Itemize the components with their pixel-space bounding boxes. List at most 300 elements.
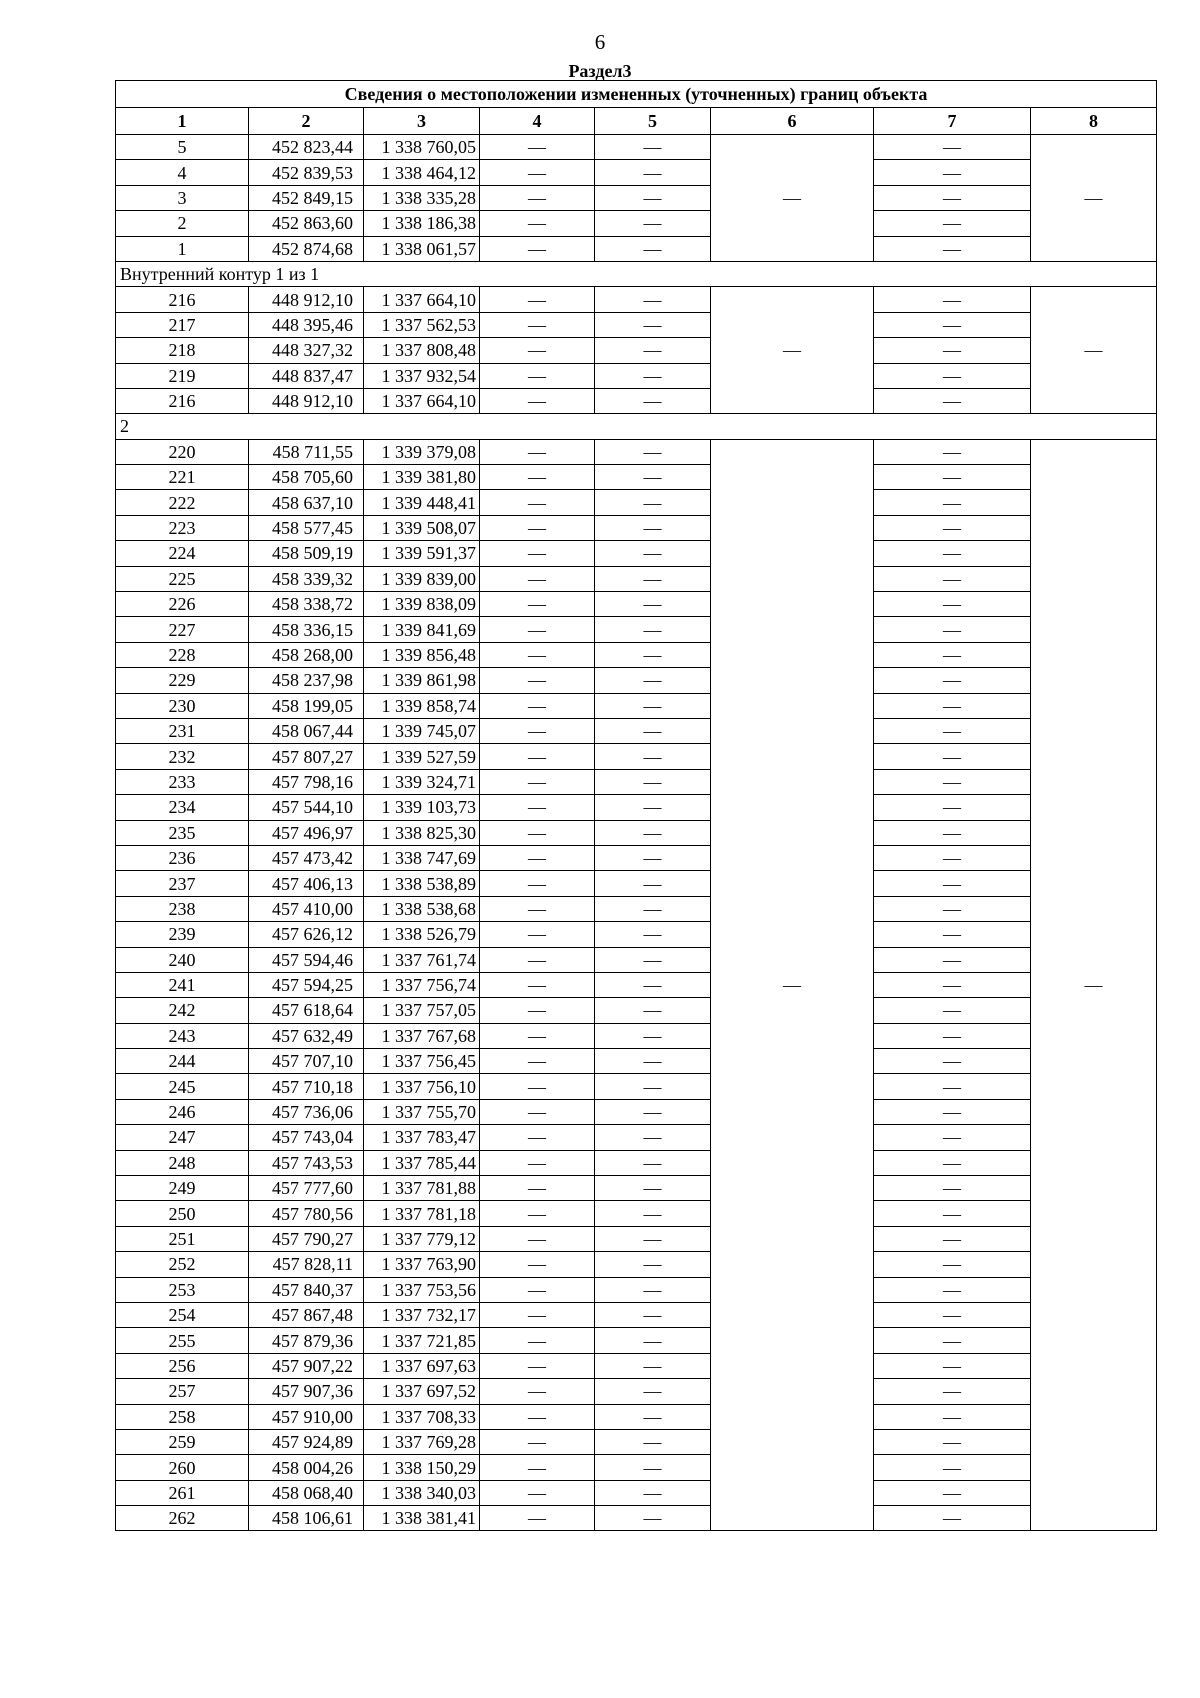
column-number: 2	[249, 108, 364, 135]
column-7-dash: —	[874, 820, 1031, 845]
table-row	[116, 236, 1157, 261]
column-5-dash: —	[595, 1150, 711, 1175]
column-4-dash: —	[480, 820, 595, 845]
coordinate-y: 1 339 508,07	[364, 515, 480, 540]
coordinate-x: 458 068,40	[249, 1480, 364, 1505]
table-row	[116, 947, 1157, 972]
column-7-dash: —	[874, 363, 1031, 388]
table-row	[116, 896, 1157, 921]
coordinate-x: 448 837,47	[249, 363, 364, 388]
point-number: 246	[116, 1099, 249, 1124]
point-number: 216	[116, 287, 249, 312]
coordinate-x: 452 849,15	[249, 185, 364, 210]
table-row	[116, 1480, 1157, 1505]
table-row	[116, 1455, 1157, 1480]
coordinate-y: 1 339 379,08	[364, 439, 480, 464]
coordinate-x: 458 711,55	[249, 439, 364, 464]
column-6-dash: —	[711, 439, 874, 1531]
coordinate-x: 457 777,60	[249, 1176, 364, 1201]
table-row	[116, 871, 1157, 896]
point-number: 5	[116, 135, 249, 160]
coordinate-x: 457 798,16	[249, 769, 364, 794]
coordinate-x: 457 840,37	[249, 1277, 364, 1302]
table-row	[116, 287, 1157, 312]
column-5-dash: —	[595, 1429, 711, 1454]
column-4-dash: —	[480, 1252, 595, 1277]
column-7-dash: —	[874, 566, 1031, 591]
point-number: 245	[116, 1074, 249, 1099]
column-7-dash: —	[874, 465, 1031, 490]
table-row	[116, 490, 1157, 515]
coordinate-x: 457 828,11	[249, 1252, 364, 1277]
table-row	[116, 1049, 1157, 1074]
column-7-dash: —	[874, 1302, 1031, 1327]
table-caption: Сведения о местоположении измененных (уточненных) границ объекта	[116, 81, 1157, 108]
column-7-dash: —	[874, 312, 1031, 337]
column-7-dash: —	[874, 135, 1031, 160]
coordinate-y: 1 338 526,79	[364, 922, 480, 947]
table-row	[116, 972, 1157, 997]
column-5-dash: —	[595, 1455, 711, 1480]
point-number: 234	[116, 795, 249, 820]
table-row	[116, 693, 1157, 718]
coordinate-y: 1 337 761,74	[364, 947, 480, 972]
column-number: 8	[1031, 108, 1157, 135]
column-5-dash: —	[595, 185, 711, 210]
coordinate-x: 452 874,68	[249, 236, 364, 261]
column-7-dash: —	[874, 1480, 1031, 1505]
column-7-dash: —	[874, 769, 1031, 794]
coordinate-y: 1 339 858,74	[364, 693, 480, 718]
column-7-dash: —	[874, 1277, 1031, 1302]
column-5-dash: —	[595, 1302, 711, 1327]
column-5-dash: —	[595, 490, 711, 515]
point-number: 236	[116, 845, 249, 870]
column-4-dash: —	[480, 211, 595, 236]
coordinate-y: 1 339 324,71	[364, 769, 480, 794]
point-number: 226	[116, 592, 249, 617]
coordinate-x: 457 626,12	[249, 922, 364, 947]
coordinate-x: 457 910,00	[249, 1404, 364, 1429]
coordinate-x: 457 924,89	[249, 1429, 364, 1454]
column-5-dash: —	[595, 1404, 711, 1429]
column-7-dash: —	[874, 185, 1031, 210]
column-5-dash: —	[595, 1506, 711, 1531]
table-row	[116, 744, 1157, 769]
column-5-dash: —	[595, 795, 711, 820]
column-4-dash: —	[480, 1226, 595, 1251]
column-7-dash: —	[874, 1049, 1031, 1074]
coordinate-x: 457 544,10	[249, 795, 364, 820]
point-number: 4	[116, 160, 249, 185]
table-row	[116, 1252, 1157, 1277]
coordinate-x: 448 912,10	[249, 287, 364, 312]
coordinate-x: 457 743,53	[249, 1150, 364, 1175]
coordinate-x: 458 199,05	[249, 693, 364, 718]
point-number: 255	[116, 1328, 249, 1353]
coordinate-x: 457 496,97	[249, 820, 364, 845]
coordinate-y: 1 337 721,85	[364, 1328, 480, 1353]
column-7-dash: —	[874, 1226, 1031, 1251]
column-4-dash: —	[480, 135, 595, 160]
column-5-dash: —	[595, 1023, 711, 1048]
column-4-dash: —	[480, 592, 595, 617]
coordinate-x: 448 912,10	[249, 388, 364, 413]
column-7-dash: —	[874, 1379, 1031, 1404]
point-number: 243	[116, 1023, 249, 1048]
column-5-dash: —	[595, 1099, 711, 1124]
column-4-dash: —	[480, 769, 595, 794]
coordinate-y: 1 339 861,98	[364, 668, 480, 693]
column-4-dash: —	[480, 388, 595, 413]
table-row	[116, 1506, 1157, 1531]
table-row	[116, 185, 1157, 210]
point-number: 232	[116, 744, 249, 769]
column-7-dash: —	[874, 1023, 1031, 1048]
coordinate-x: 458 637,10	[249, 490, 364, 515]
point-number: 260	[116, 1455, 249, 1480]
column-5-dash: —	[595, 947, 711, 972]
point-number: 257	[116, 1379, 249, 1404]
column-4-dash: —	[480, 668, 595, 693]
boundary-coordinates-table	[115, 80, 1157, 1531]
table-row	[116, 135, 1157, 160]
column-number: 7	[874, 108, 1031, 135]
coordinate-x: 457 907,22	[249, 1353, 364, 1378]
coordinate-y: 1 337 781,88	[364, 1176, 480, 1201]
point-number: 238	[116, 896, 249, 921]
table-row	[116, 1176, 1157, 1201]
contour-label-row	[116, 414, 1157, 439]
column-5-dash: —	[595, 1379, 711, 1404]
coordinate-y: 1 339 103,73	[364, 795, 480, 820]
point-number: 241	[116, 972, 249, 997]
point-number: 242	[116, 998, 249, 1023]
coordinate-x: 458 004,26	[249, 1455, 364, 1480]
column-4-dash: —	[480, 744, 595, 769]
column-4-dash: —	[480, 718, 595, 743]
coordinate-y: 1 338 538,89	[364, 871, 480, 896]
point-number: 230	[116, 693, 249, 718]
table-row	[116, 1125, 1157, 1150]
column-4-dash: —	[480, 1074, 595, 1099]
column-5-dash: —	[595, 287, 711, 312]
table-row	[116, 1328, 1157, 1353]
coordinate-y: 1 338 061,57	[364, 236, 480, 261]
table-row	[116, 1379, 1157, 1404]
coordinate-y: 1 338 186,38	[364, 211, 480, 236]
point-number: 227	[116, 617, 249, 642]
column-7-dash: —	[874, 439, 1031, 464]
coordinate-y: 1 339 856,48	[364, 642, 480, 667]
column-8-dash: —	[1031, 287, 1157, 414]
table-row	[116, 1226, 1157, 1251]
table-row	[116, 1277, 1157, 1302]
coordinate-y: 1 337 781,18	[364, 1201, 480, 1226]
column-5-dash: —	[595, 1353, 711, 1378]
column-7-dash: —	[874, 1328, 1031, 1353]
point-number: 233	[116, 769, 249, 794]
column-7-dash: —	[874, 1125, 1031, 1150]
column-5-dash: —	[595, 465, 711, 490]
coordinate-x: 452 863,60	[249, 211, 364, 236]
table-row	[116, 998, 1157, 1023]
column-4-dash: —	[480, 312, 595, 337]
column-4-dash: —	[480, 338, 595, 363]
coordinate-x: 458 338,72	[249, 592, 364, 617]
column-4-dash: —	[480, 236, 595, 261]
coordinate-y: 1 338 747,69	[364, 845, 480, 870]
column-7-dash: —	[874, 693, 1031, 718]
point-number: 231	[116, 718, 249, 743]
coordinate-y: 1 337 756,74	[364, 972, 480, 997]
column-8-dash: —	[1031, 439, 1157, 1531]
column-5-dash: —	[595, 1480, 711, 1505]
column-5-dash: —	[595, 211, 711, 236]
column-4-dash: —	[480, 1023, 595, 1048]
contour-label: 2	[116, 414, 1157, 439]
coordinate-x: 457 867,48	[249, 1302, 364, 1327]
coordinate-y: 1 337 697,63	[364, 1353, 480, 1378]
coordinate-x: 457 632,49	[249, 1023, 364, 1048]
table-row	[116, 769, 1157, 794]
table-row	[116, 1074, 1157, 1099]
column-4-dash: —	[480, 465, 595, 490]
coordinate-x: 457 907,36	[249, 1379, 364, 1404]
column-7-dash: —	[874, 668, 1031, 693]
column-5-dash: —	[595, 1074, 711, 1099]
column-4-dash: —	[480, 1150, 595, 1175]
column-5-dash: —	[595, 668, 711, 693]
point-number: 254	[116, 1302, 249, 1327]
coordinate-y: 1 338 381,41	[364, 1506, 480, 1531]
column-7-dash: —	[874, 1429, 1031, 1454]
column-4-dash: —	[480, 1328, 595, 1353]
coordinate-x: 457 807,27	[249, 744, 364, 769]
coordinate-x: 458 339,32	[249, 566, 364, 591]
table-row	[116, 845, 1157, 870]
table-row	[116, 1302, 1157, 1327]
point-number: 253	[116, 1277, 249, 1302]
coordinate-y: 1 337 562,53	[364, 312, 480, 337]
coordinate-y: 1 337 664,10	[364, 388, 480, 413]
coordinate-y: 1 339 381,80	[364, 465, 480, 490]
column-7-dash: —	[874, 617, 1031, 642]
coordinate-y: 1 337 767,68	[364, 1023, 480, 1048]
coordinate-x: 448 395,46	[249, 312, 364, 337]
coordinate-y: 1 337 756,10	[364, 1074, 480, 1099]
point-number: 250	[116, 1201, 249, 1226]
column-7-dash: —	[874, 947, 1031, 972]
coordinate-y: 1 337 732,17	[364, 1302, 480, 1327]
column-4-dash: —	[480, 1099, 595, 1124]
table-row	[116, 1429, 1157, 1454]
table-row	[116, 668, 1157, 693]
column-4-dash: —	[480, 795, 595, 820]
coordinate-y: 1 337 763,90	[364, 1252, 480, 1277]
column-5-dash: —	[595, 1176, 711, 1201]
column-5-dash: —	[595, 388, 711, 413]
column-7-dash: —	[874, 1506, 1031, 1531]
column-7-dash: —	[874, 287, 1031, 312]
coordinate-y: 1 337 932,54	[364, 363, 480, 388]
column-5-dash: —	[595, 160, 711, 185]
column-number: 1	[116, 108, 249, 135]
column-7-dash: —	[874, 1404, 1031, 1429]
column-7-dash: —	[874, 338, 1031, 363]
table-row	[116, 1201, 1157, 1226]
coordinate-x: 457 780,56	[249, 1201, 364, 1226]
column-5-dash: —	[595, 439, 711, 464]
column-5-dash: —	[595, 1049, 711, 1074]
coordinate-y: 1 339 448,41	[364, 490, 480, 515]
column-4-dash: —	[480, 160, 595, 185]
column-4-dash: —	[480, 998, 595, 1023]
column-5-dash: —	[595, 744, 711, 769]
table-row	[116, 592, 1157, 617]
table-row	[116, 515, 1157, 540]
column-7-dash: —	[874, 1252, 1031, 1277]
column-number: 5	[595, 108, 711, 135]
column-5-dash: —	[595, 769, 711, 794]
column-5-dash: —	[595, 312, 711, 337]
coordinate-x: 458 509,19	[249, 541, 364, 566]
column-4-dash: —	[480, 642, 595, 667]
column-4-dash: —	[480, 1176, 595, 1201]
column-5-dash: —	[595, 236, 711, 261]
column-number: 3	[364, 108, 480, 135]
table-row	[116, 160, 1157, 185]
table-row	[116, 642, 1157, 667]
column-5-dash: —	[595, 541, 711, 566]
column-7-dash: —	[874, 1353, 1031, 1378]
coordinate-y: 1 337 779,12	[364, 1226, 480, 1251]
coordinate-x: 452 839,53	[249, 160, 364, 185]
column-7-dash: —	[874, 896, 1031, 921]
column-4-dash: —	[480, 439, 595, 464]
point-number: 259	[116, 1429, 249, 1454]
table-row	[116, 1023, 1157, 1048]
point-number: 3	[116, 185, 249, 210]
coordinate-x: 457 406,13	[249, 871, 364, 896]
coordinate-x: 457 879,36	[249, 1328, 364, 1353]
column-7-dash: —	[874, 744, 1031, 769]
coordinate-y: 1 338 340,03	[364, 1480, 480, 1505]
column-5-dash: —	[595, 592, 711, 617]
coordinate-x: 457 736,06	[249, 1099, 364, 1124]
column-4-dash: —	[480, 922, 595, 947]
column-7-dash: —	[874, 871, 1031, 896]
column-5-dash: —	[595, 820, 711, 845]
coordinate-y: 1 337 755,70	[364, 1099, 480, 1124]
column-5-dash: —	[595, 515, 711, 540]
column-7-dash: —	[874, 541, 1031, 566]
column-7-dash: —	[874, 160, 1031, 185]
table-row	[116, 1150, 1157, 1175]
column-7-dash: —	[874, 795, 1031, 820]
column-5-dash: —	[595, 693, 711, 718]
column-5-dash: —	[595, 363, 711, 388]
column-4-dash: —	[480, 1455, 595, 1480]
column-4-dash: —	[480, 515, 595, 540]
column-5-dash: —	[595, 566, 711, 591]
coordinate-x: 457 790,27	[249, 1226, 364, 1251]
coordinate-y: 1 338 760,05	[364, 135, 480, 160]
coordinate-x: 457 618,64	[249, 998, 364, 1023]
column-5-dash: —	[595, 922, 711, 947]
point-number: 223	[116, 515, 249, 540]
coordinate-x: 457 473,42	[249, 845, 364, 870]
table-row	[116, 1353, 1157, 1378]
column-4-dash: —	[480, 287, 595, 312]
coordinate-y: 1 338 335,28	[364, 185, 480, 210]
point-number: 224	[116, 541, 249, 566]
column-7-dash: —	[874, 642, 1031, 667]
column-4-dash: —	[480, 541, 595, 566]
column-number: 4	[480, 108, 595, 135]
coordinate-y: 1 337 785,44	[364, 1150, 480, 1175]
coordinate-x: 458 705,60	[249, 465, 364, 490]
point-number: 256	[116, 1353, 249, 1378]
column-4-dash: —	[480, 1302, 595, 1327]
table-row	[116, 820, 1157, 845]
column-5-dash: —	[595, 642, 711, 667]
column-5-dash: —	[595, 338, 711, 363]
section-title: Раздел3	[568, 61, 632, 81]
point-number: 216	[116, 388, 249, 413]
table-row	[116, 465, 1157, 490]
table-row	[116, 617, 1157, 642]
coordinate-x: 457 594,46	[249, 947, 364, 972]
table-row	[116, 718, 1157, 743]
point-number: 239	[116, 922, 249, 947]
column-7-dash: —	[874, 490, 1031, 515]
coordinate-y: 1 337 769,28	[364, 1429, 480, 1454]
contour-label: Внутренний контур 1 из 1	[116, 261, 1157, 286]
coordinate-x: 458 577,45	[249, 515, 364, 540]
point-number: 225	[116, 566, 249, 591]
point-number: 249	[116, 1176, 249, 1201]
column-4-dash: —	[480, 1049, 595, 1074]
column-5-dash: —	[595, 617, 711, 642]
column-7-dash: —	[874, 718, 1031, 743]
point-number: 251	[116, 1226, 249, 1251]
coordinate-y: 1 338 538,68	[364, 896, 480, 921]
coordinate-y: 1 337 664,10	[364, 287, 480, 312]
column-7-dash: —	[874, 1099, 1031, 1124]
table-row	[116, 338, 1157, 363]
column-5-dash: —	[595, 972, 711, 997]
column-5-dash: —	[595, 718, 711, 743]
coordinate-y: 1 339 838,09	[364, 592, 480, 617]
column-4-dash: —	[480, 617, 595, 642]
point-number: 218	[116, 338, 249, 363]
column-4-dash: —	[480, 845, 595, 870]
table-row	[116, 1404, 1157, 1429]
point-number: 247	[116, 1125, 249, 1150]
coordinate-x: 457 710,18	[249, 1074, 364, 1099]
column-5-dash: —	[595, 845, 711, 870]
table-row	[116, 922, 1157, 947]
point-number: 220	[116, 439, 249, 464]
point-number: 1	[116, 236, 249, 261]
column-7-dash: —	[874, 1074, 1031, 1099]
column-5-dash: —	[595, 1201, 711, 1226]
column-4-dash: —	[480, 896, 595, 921]
column-5-dash: —	[595, 135, 711, 160]
column-number-row	[116, 108, 1157, 135]
column-4-dash: —	[480, 490, 595, 515]
